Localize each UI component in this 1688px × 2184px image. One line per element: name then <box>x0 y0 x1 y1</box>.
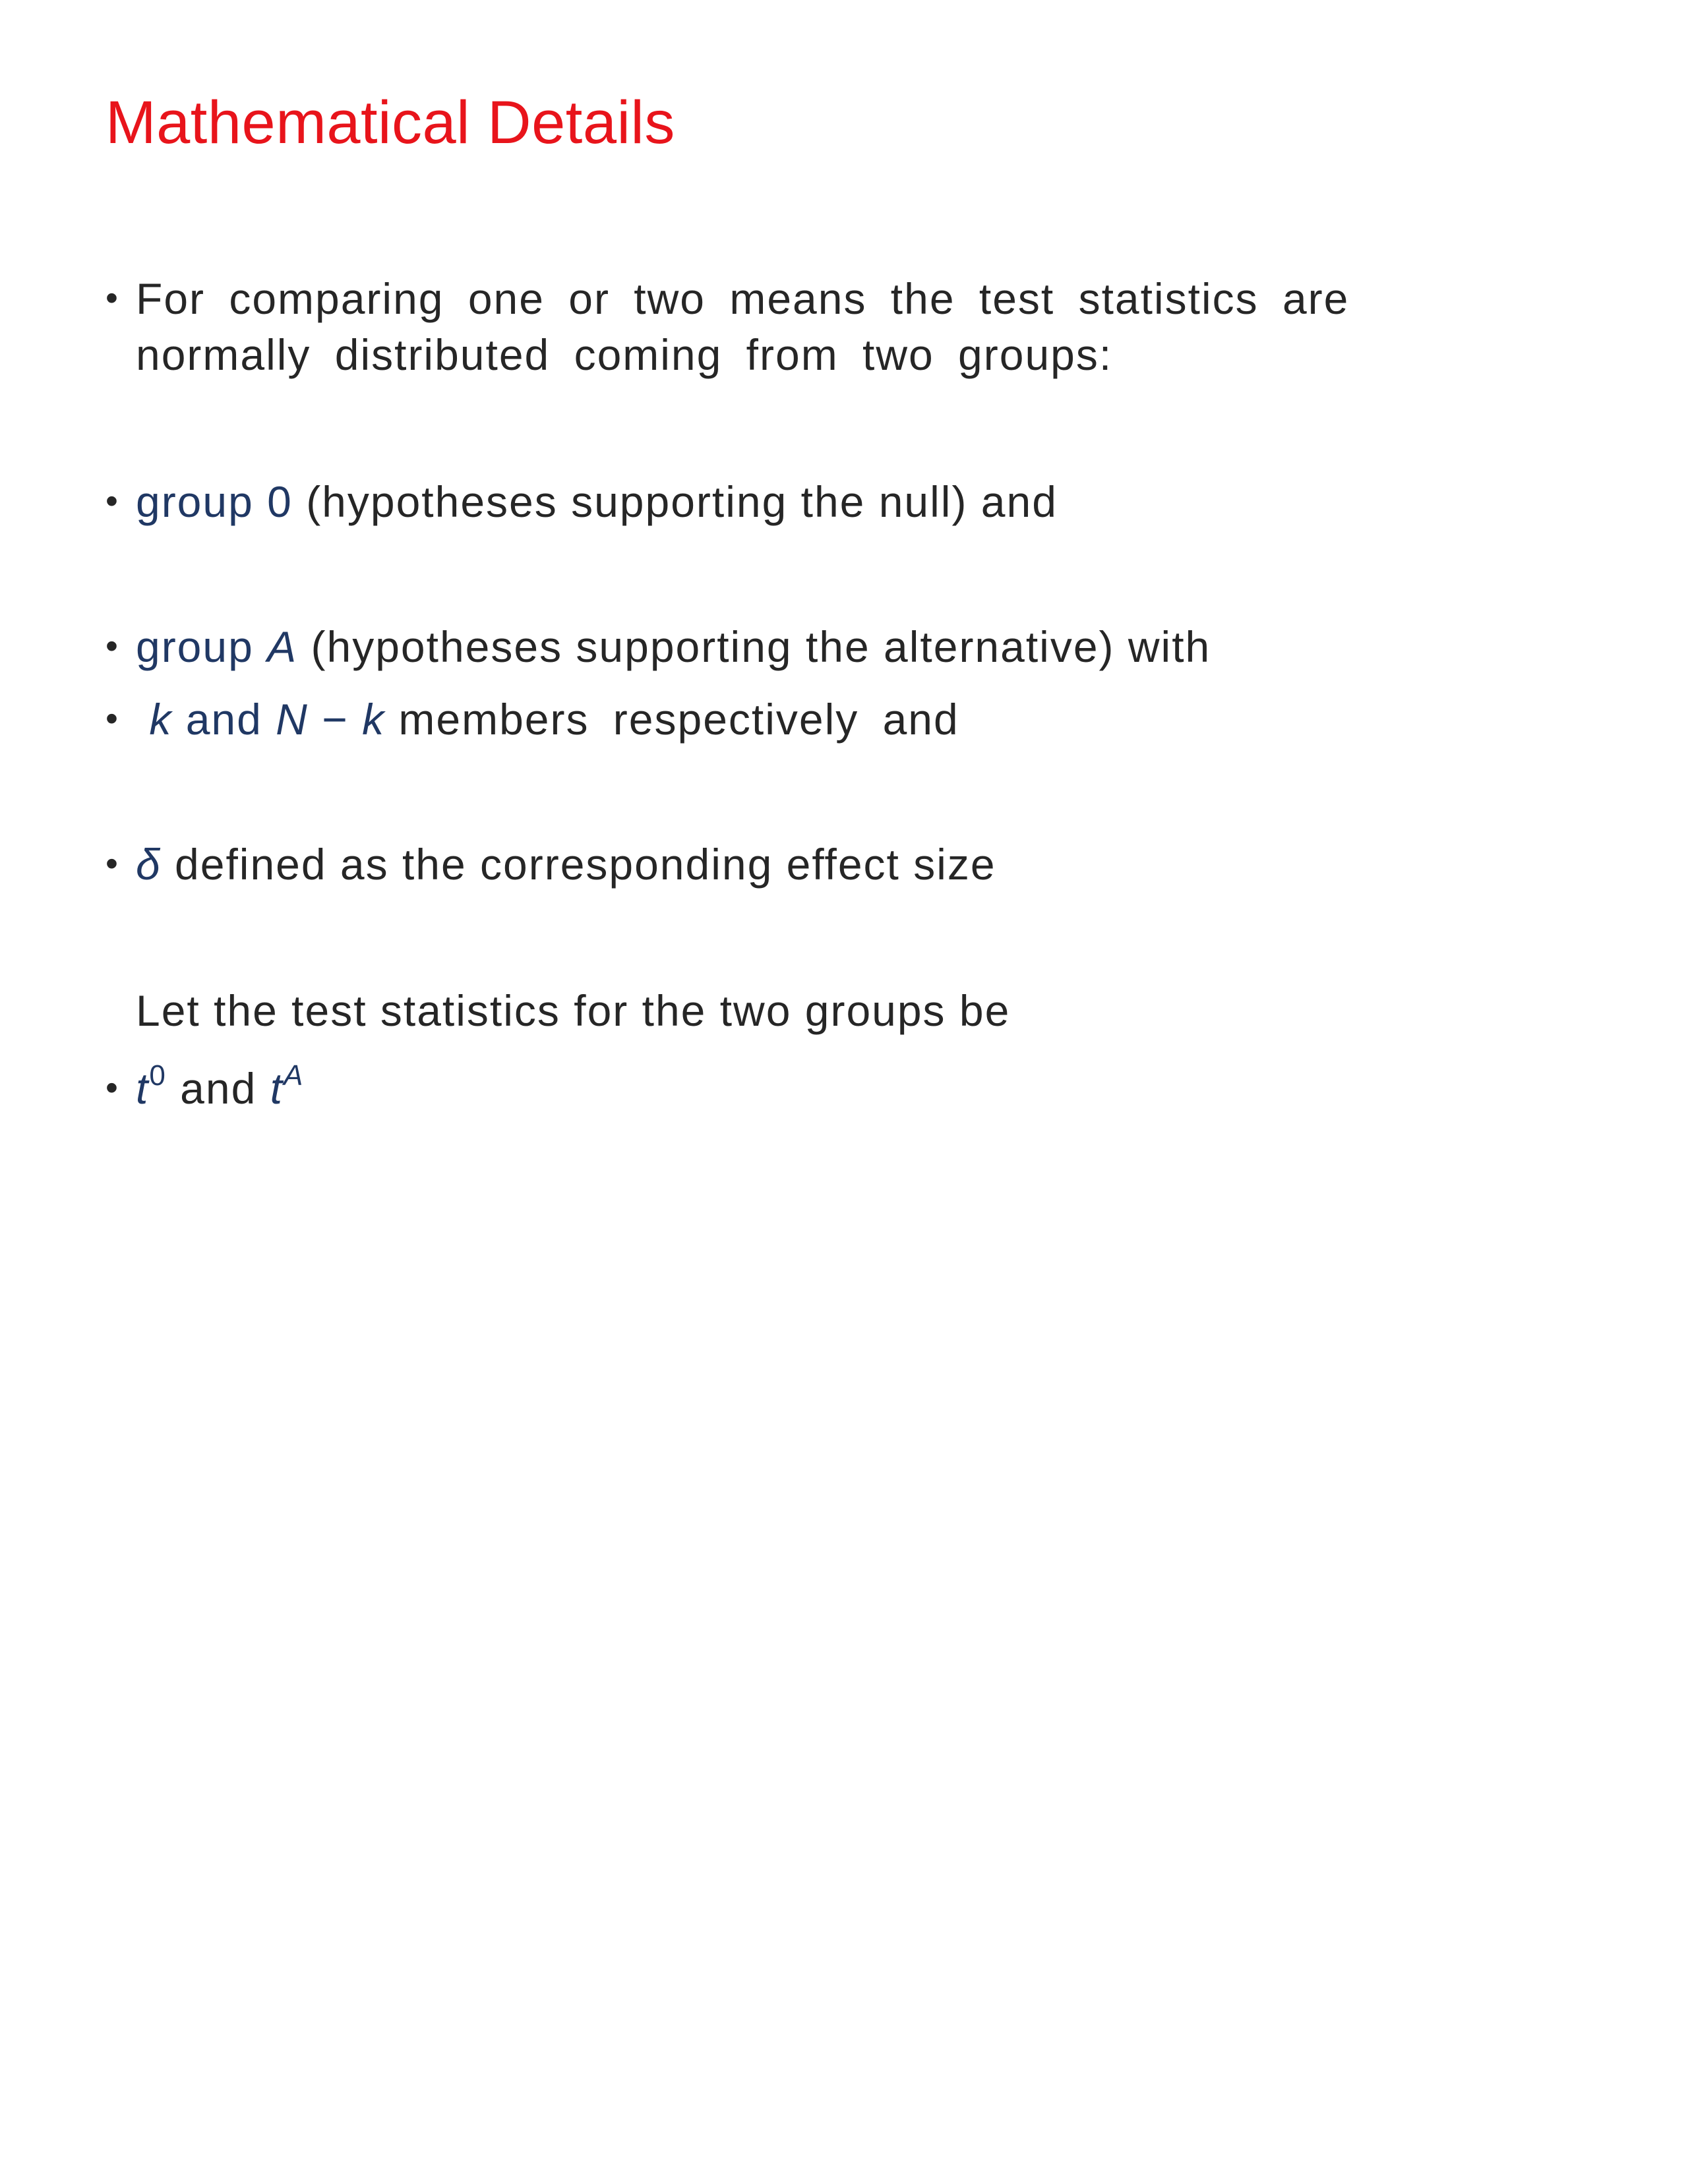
bullet-group-0 <box>106 477 1058 526</box>
test-statistics-and: and <box>180 1064 257 1113</box>
bullet1-line2: normally distributed coming from two groups: <box>136 330 1113 379</box>
var-n: N <box>276 695 309 744</box>
bullet-effect-size <box>106 840 996 889</box>
bullet-test-statistics <box>106 1059 305 1113</box>
group-0-term: group 0 <box>136 477 293 526</box>
members-and: and <box>185 695 262 744</box>
let-statement <box>136 986 1011 1035</box>
bullet-icon: • <box>106 844 119 883</box>
bullet-group-a <box>106 622 1211 671</box>
slide-title: Mathematical Details <box>106 89 675 156</box>
bullet-icon: • <box>106 1068 119 1107</box>
group-a-prefix: group <box>136 622 268 671</box>
group-0-description: (hypotheses supporting the null) and <box>306 477 1058 526</box>
superscript-a: A <box>283 1059 305 1092</box>
bullet-comparing-means <box>106 274 1350 323</box>
var-k: k <box>149 695 173 744</box>
bullet-icon: • <box>106 699 119 738</box>
bullet-icon: • <box>106 481 119 521</box>
bullet1-line1: For comparing one or two means the test statistics are <box>136 274 1350 323</box>
bullet-icon: • <box>106 626 119 666</box>
delta-symbol: δ <box>136 840 162 889</box>
let-statement-text: Let the test statistics for the two groups be <box>136 986 1011 1035</box>
effect-size-description: defined as the corresponding effect size <box>175 840 996 889</box>
members-description: members respectively and <box>398 695 959 744</box>
group-a-var: A <box>267 622 298 671</box>
bullet1-continuation <box>136 330 1113 379</box>
minus-sign: − <box>322 695 349 744</box>
bullet-icon: • <box>106 278 119 318</box>
var-ta: t <box>270 1064 284 1113</box>
group-a-description: (hypotheses supporting the alternative) with <box>311 622 1211 671</box>
superscript-0: 0 <box>149 1059 167 1092</box>
var-t0: t <box>136 1064 150 1113</box>
var-k-second: k <box>362 695 386 744</box>
bullet-members <box>106 695 959 744</box>
